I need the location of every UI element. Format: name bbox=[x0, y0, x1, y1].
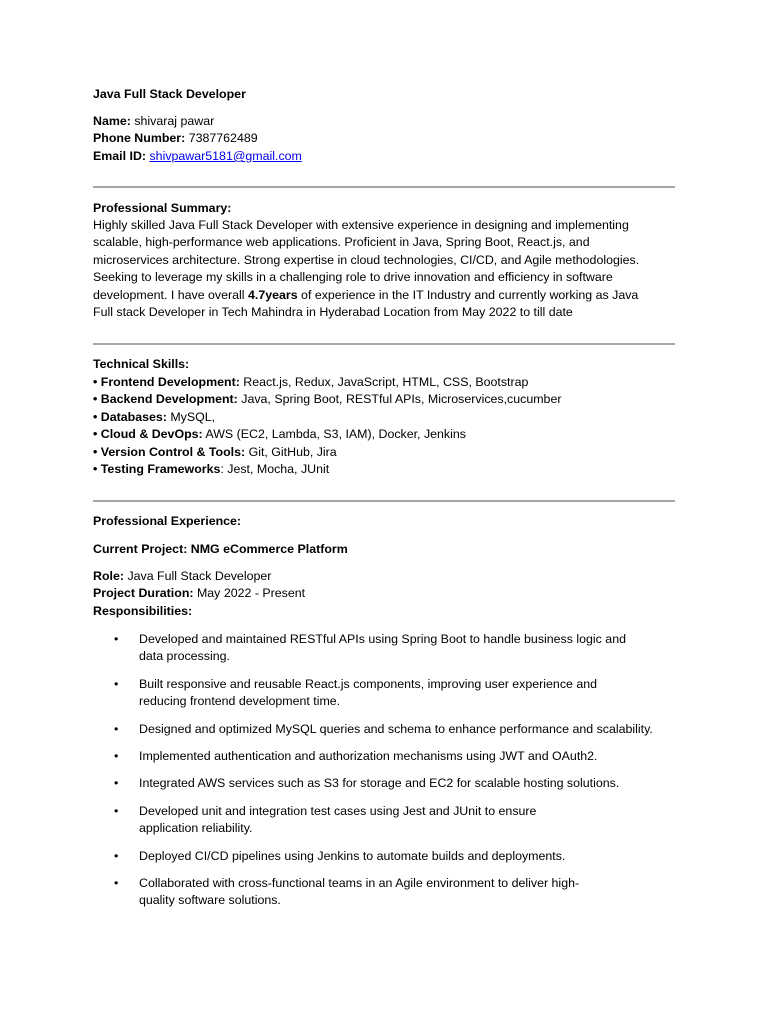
skill-item bbox=[93, 426, 675, 443]
responsibility-line: Deployed CI/CD pipelines using Jenkins to automate builds and deployments. bbox=[139, 849, 566, 863]
responsibility-line: Collaborated with cross-functional teams in an Agile environment to deliver high- bbox=[139, 876, 580, 890]
responsibility-item bbox=[139, 775, 679, 792]
skill-label: • Testing Frameworks bbox=[93, 461, 221, 476]
summary-line: microservices architecture. Strong expertise in cloud technologies, CI/CD, and Agile methodologies. bbox=[93, 252, 640, 267]
summary-paragraph bbox=[93, 217, 675, 321]
summary-text: development. I have overall bbox=[93, 287, 248, 302]
skill-value: MySQL, bbox=[166, 409, 216, 424]
skill-label: • Databases: bbox=[93, 409, 167, 424]
responsibility-line: Implemented authentication and authorization mechanisms using JWT and OAuth2. bbox=[139, 749, 598, 763]
responsibility-item bbox=[139, 803, 679, 838]
skill-label: • Version Control & Tools: bbox=[93, 444, 246, 459]
responsibility-line: reducing frontend development time. bbox=[139, 694, 341, 709]
phone-label: Phone Number: bbox=[93, 131, 186, 145]
bullet-icon: • bbox=[114, 849, 119, 863]
skill-value: React.js, Redux, JavaScript, HTML, CSS, Bootstrap bbox=[239, 375, 529, 389]
name-label: Name: bbox=[93, 114, 131, 128]
skills-heading: Technical Skills: bbox=[93, 357, 190, 371]
skill-label: • Cloud & DevOps: bbox=[93, 427, 203, 442]
section-divider bbox=[93, 500, 675, 502]
skill-item bbox=[93, 444, 675, 461]
role-value: Java Full Stack Developer bbox=[127, 569, 272, 583]
responsibility-line: Developed and maintained RESTful APIs using Spring Boot to handle business logic and bbox=[139, 632, 626, 646]
responsibility-line: application reliability. bbox=[139, 821, 253, 836]
skill-value: Java, Spring Boot, RESTful APIs, Microservices,cucumber bbox=[237, 392, 562, 407]
responsibility-item bbox=[139, 721, 679, 738]
duration-label: Project Duration: bbox=[93, 586, 194, 600]
skill-label: • Backend Development: bbox=[93, 392, 238, 407]
project-title: Current Project: NMG eCommerce Platform bbox=[93, 542, 348, 556]
summary-line: Full stack Developer in Tech Mahindra in Hyderabad Location from May 2022 to till date bbox=[93, 304, 573, 319]
responsibility-item bbox=[139, 748, 679, 765]
duration-value: May 2022 - Present bbox=[196, 586, 306, 600]
skill-value: : Jest, Mocha, JUnit bbox=[220, 461, 330, 476]
bullet-icon: • bbox=[114, 876, 119, 890]
responsibility-line: Designed and optimized MySQL queries and schema to enhance performance and scalability. bbox=[139, 722, 653, 736]
role-label: Role: bbox=[93, 569, 124, 583]
skill-item bbox=[93, 391, 675, 408]
section-divider bbox=[93, 343, 675, 345]
skill-item bbox=[93, 374, 675, 391]
skill-label: • Frontend Development: bbox=[93, 375, 240, 389]
responsibility-item bbox=[139, 631, 679, 666]
skill-value: AWS (EC2, Lambda, S3, IAM), Docker, Jenkins bbox=[202, 427, 466, 442]
summary-text: of experience in the IT Industry and currently working as Java bbox=[297, 287, 639, 302]
bullet-icon: • bbox=[114, 677, 119, 691]
summary-heading: Professional Summary: bbox=[93, 201, 232, 215]
responsibility-line: Integrated AWS services such as S3 for storage and EC2 for scalable hosting solutions. bbox=[139, 776, 620, 790]
summary-line: Seeking to leverage my skills in a challenging role to drive innovation and efficiency in software bbox=[93, 270, 613, 285]
email-link[interactable]: shivpawar5181@gmail.com bbox=[149, 149, 302, 163]
responsibility-line: Developed unit and integration test cases using Jest and JUnit to ensure bbox=[139, 804, 537, 818]
responsibility-item bbox=[139, 676, 679, 711]
responsibility-item bbox=[139, 848, 679, 865]
skills-list bbox=[93, 374, 675, 478]
bullet-icon: • bbox=[114, 804, 119, 818]
responsibility-line: Built responsive and reusable React.js components, improving user experience and bbox=[139, 677, 598, 691]
responsibility-item bbox=[139, 875, 679, 910]
bullet-icon: • bbox=[114, 722, 119, 736]
experience-heading: Professional Experience: bbox=[93, 514, 242, 528]
duration-line bbox=[93, 585, 305, 602]
document-title: Java Full Stack Developer bbox=[93, 87, 246, 101]
responsibility-line: data processing. bbox=[139, 649, 230, 664]
section-divider bbox=[93, 186, 675, 188]
bullet-icon: • bbox=[114, 632, 119, 646]
responsibility-line: quality software solutions. bbox=[139, 893, 281, 908]
bullet-icon: • bbox=[114, 776, 119, 790]
bullet-icon: • bbox=[114, 749, 119, 763]
phone-line bbox=[93, 130, 258, 147]
email-label: Email ID: bbox=[93, 149, 147, 163]
skill-item bbox=[93, 409, 675, 426]
experience-years: 4.7years bbox=[247, 287, 298, 302]
skill-item bbox=[93, 461, 675, 478]
responsibilities-heading: Responsibilities: bbox=[93, 604, 193, 618]
summary-line: Highly skilled Java Full Stack Developer with extensive experience in designing and implementing bbox=[93, 218, 629, 232]
skill-value: Git, GitHub, Jira bbox=[245, 444, 337, 459]
name-value: shivaraj pawar bbox=[134, 114, 215, 128]
email-line bbox=[93, 148, 302, 165]
summary-line: scalable, high-performance web applications. Proficient in Java, Spring Boot, React.js, and bbox=[93, 235, 590, 250]
name-line bbox=[93, 113, 214, 130]
summary-line bbox=[93, 287, 675, 304]
role-line bbox=[93, 568, 271, 585]
phone-value: 7387762489 bbox=[188, 131, 258, 145]
